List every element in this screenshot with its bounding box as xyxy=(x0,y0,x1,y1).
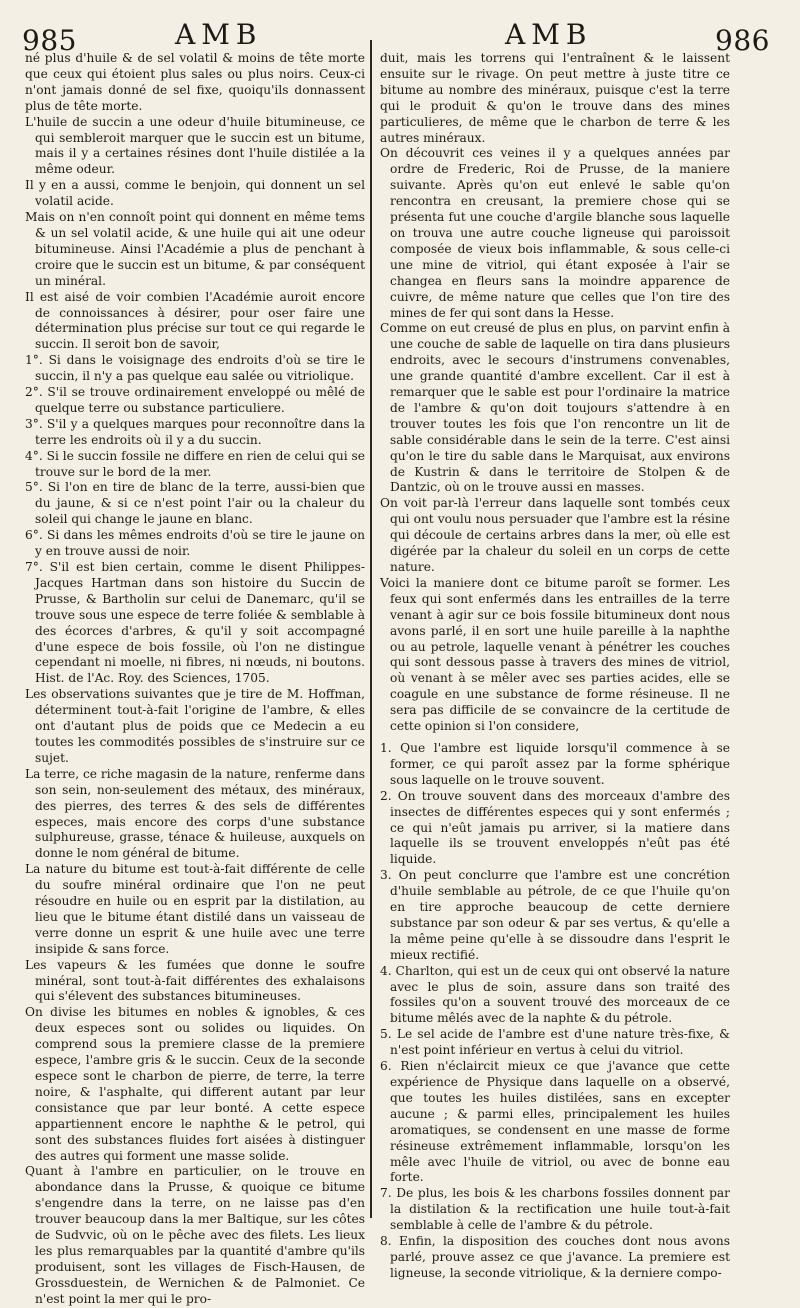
numbered-item: 8. Enfin, la disposition des couches dont nous avons parlé, prouve assez ce que j'avance. La premiere est ligneuse, la seconde vitriolique, & la derniere compo- xyxy=(380,1234,730,1280)
paragraph: L'huile de succin a une odeur d'huile bitumineuse, ce qui sembleroit marquer que le succin est un bitume, mais il y a certaines résines dont l'huile distilée a la même odeur. xyxy=(25,114,365,177)
paragraph: Il y en a aussi, comme le benjoin, qui donnent un sel volatil acide. xyxy=(25,178,365,209)
numbered-item: 4. Charlton, qui est un de ceux qui ont observé la nature avec le plus de soin, assure dans son traité des fossiles qu'on a souvent trouvé des morceaux de ce bitume mêlés avec de la naphte & du pétrole. xyxy=(380,963,730,1026)
paragraph: La nature du bitume est tout-à-fait différente de celle du soufre minéral ordinaire que l'on ne peut résoudre en huile ou en esprit par la distilation, au lieu que le bitume étant distilé dans un vaisseau de verre donne un esprit & une huile avec une terre insipide & sans force. xyxy=(25,862,365,956)
numbered-item: 5°. Si l'on en tire de blanc de la terre, aussi-bien que du jaune, & si ce n'est point l'air ou la chaleur du soleil qui change le jaune en blanc. xyxy=(25,480,365,527)
paragraph: On divise les bitumes en nobles & ignobles, & ces deux especes sont ou solides ou liquides. On comprend sous la premiere classe de la premiere espece, l'ambre gris & le succin. Ceux de la seconde espece sont le charbon de pierre, de terre, la terre noire, & l'asphalte, qui different autant par leur consistance que par leur bonté. A cette espece appartiennent encore le naphthe & le petrol, qui sont des substances fluides fort aisées à distinguer des autres qui forment une masse solide. xyxy=(25,1005,365,1163)
paragraph: Voici la maniere dont ce bitume paroît se former. Les feux qui sont enfermés dans les entrailles de la terre venant à agir sur ce bois fossile bitumineux dont nous avons parlé, il en sort une huile pareille à la naphthe ou au petrole, laquelle venant à pénétrer les couches qui sont dessous passe à travers des mines de vitriol, où venant à se mêler avec ses parties acides, elle se coagule en une substance de forme résineuse. Il ne sera pas difficile de se convaincre de la certitude de cette opinion si l'on considere, xyxy=(380,575,730,734)
numbered-item: 1°. Si dans le voisignage des endroits d'où se tire le succin, il n'y a pas quelque eau salée ou vitriolique. xyxy=(25,353,365,384)
numbered-item: 3°. S'il y a quelques marques pour reconnoître dans la terre les endroits où il y a du succin. xyxy=(25,416,365,447)
column-divider xyxy=(370,40,372,1218)
numbered-item: 6°. Si dans les mêmes endroits d'où se tire le jaune on y en trouve aussi de noir. xyxy=(25,528,365,559)
numbered-item: 3. On peut conclurre que l'ambre est une concrétion d'huile semblable au pétrole, de ce que l'huile qu'on en tire approche beaucoup de cette derniere substance par son odeur & par ses vertus, & qu'elle a la même peine qu'elle à se dissoudre dans l'esprit le mieux rectifié. xyxy=(380,868,730,962)
right-running-head: AMB xyxy=(505,18,593,51)
paragraph: Les vapeurs & les fumées que donne le soufre minéral, sont tout-à-fait différentes des exhalaisons qui s'élevent des substances bitumineuses. xyxy=(25,957,365,1004)
left-column xyxy=(25,51,365,1308)
paragraph: Il est aisé de voir combien l'Académie auroit encore de connoissances à désirer, pour oser faire une détermination plus précise sur tout ce qui regarde le succin. Il seroit bon de savoir, xyxy=(25,289,365,352)
numbered-item: 4°. Si le succin fossile ne differe en rien de celui qui se trouve sur le bord de la mer. xyxy=(25,448,365,479)
paragraph: Mais on n'en connoît point qui donnent en même tems & un sel volatil acide, & une huile qui ait une odeur bitumineuse. Ainsi l'Académie a plus de penchant à croire que le succin est un bitume, & par conséquent un minéral. xyxy=(25,210,365,288)
numbered-item: 1. Que l'ambre est liquide lorsqu'il commence à se former, ce qui paroît assez par la forme sphérique sous laquelle on le trouve souvent. xyxy=(380,740,730,787)
paragraph: Les observations suivantes que je tire de M. Hoffman, déterminent tout-à-fait l'origine de l'ambre, & elles ont d'autant plus de poids que ce Medecin a eu toutes les commodités possibles de s'instruire sur ce sujet. xyxy=(25,687,365,765)
numbered-item: 7. De plus, les bois & les charbons fossiles donnent par la distilation & la rectification une huile tout-à-fait semblable à celle de l'ambre & du pétrole. xyxy=(380,1186,730,1233)
numbered-item: 7°. S'il est bien certain, comme le disent Philippes-Jacques Hartman dans son histoire du Succin de Prusse, & Bartholin sur celui de Danemarc, qu'il se trouve sous une espece de terre foliée & semblable à des écorces d'arbres, & qu'il y soit accompagné d'une espece de bois fossile, où l'on ne distingue cependant ni moelle, ni fibres, ni nœuds, ni boutons. Hist. de l'Ac. Roy. des Sciences, 1705. xyxy=(25,560,365,686)
right-column xyxy=(380,51,730,1282)
running-header xyxy=(0,12,800,57)
right-page-number: 986 xyxy=(715,24,770,57)
paragraph: Quant à l'ambre en particulier, on le trouve en abondance dans la Prusse, & quoique ce bitume s'engendre dans la terre, on ne laisse pas d'en trouver beaucoup dans la mer Baltique, sur les côtes de Sudvvic, où on le pêche avec des filets. Les lieux les plus remarquables par la quantité d'ambre qu'ils produisent, sont les villages de Fisch-Hausen, de Grossduestein, de Wernichen & de Palmoniet. Ce n'est point la mer qui le pro- xyxy=(25,1164,365,1306)
left-page-number: 985 xyxy=(22,24,77,57)
paragraph: né plus d'huile & de sel volatil & moins de tête morte que ceux qui étoient plus sales ou plus noirs. Ceux-ci n'ont jamais donné de sel fixe, quoiqu'ils donnassent plus de tête morte. xyxy=(25,51,365,113)
paragraph: Comme on eut creusé de plus en plus, on parvint enfin à une couche de sable de laquelle on tira dans plusieurs endroits, avec le secours d'instrumens convenables, une grande quantité d'ambre excellent. Car il est à remarquer que le sable est pour l'ordinaire la matrice de l'ambre & qu'on doit toujours s'attendre à en trouver toutes les fois que l'on rencontre un lit de sable considérable dans le sein de la terre. C'est ainsi qu'on le tire du sable dans le Marquisat, aux environs de Kustrin & dans le territoire de Stolpen & de Dantzic, où on le trouve aussi en masses. xyxy=(380,321,730,495)
paragraph: On voit par-là l'erreur dans laquelle sont tombés ceux qui ont voulu nous persuader que l'ambre est la résine qui découle de certains arbres dans la mer, où elle est digérée par la chaleur du soleil en un corps de cette nature. xyxy=(380,496,730,574)
numbered-item: 6. Rien n'éclaircit mieux ce que j'avance que cette expérience de Physique dans laquelle on a observé, que toutes les huiles distilées, sans en excepter aucune ; & parmi elles, principalement les huiles aromatiques, se condensent en une masse de forme résineuse extrêmement inflammable, lorsqu'on les mêle avec l'huile de vitriol, ou avec de bonne eau forte. xyxy=(380,1059,730,1185)
left-running-head: AMB xyxy=(175,18,263,51)
numbered-item: 2°. S'il se trouve ordinairement enveloppé ou mêlé de quelque terre ou substance particuliere. xyxy=(25,385,365,415)
paragraph: duit, mais les torrens qui l'entraînent & le laissent ensuite sur le rivage. On peut mettre à juste titre ce bitume au nombre des minéraux, puisque c'est la terre qui le produit & qu'on le trouve dans des mines particulieres, de même que le charbon de terre & les autres minéraux. xyxy=(380,51,730,145)
paragraph: La terre, ce riche magasin de la nature, renferme dans son sein, non-seulement des métaux, des minéraux, des pierres, des terres & des sels de différentes especes, mais encore des corps d'une substance sulphureuse, grasse, ténace & huileuse, auxquels on donne le nom général de bitume. xyxy=(25,766,365,861)
numbered-item: 5. Le sel acide de l'ambre est d'une nature très-fixe, & n'est point inférieur en vertus à celui du vitriol. xyxy=(380,1027,730,1058)
numbered-item: 2. On trouve souvent dans des morceaux d'ambre des insectes de différentes especes qui y sont enfermés ; ce qui n'eût jamais pu arriver, si la matiere dans laquelle ils se trouvent enveloppés n'eût pas été liquide. xyxy=(380,788,730,867)
paragraph: On découvrit ces veines il y a quelques années par ordre de Frederic, Roi de Prusse, de la maniere suivante. Après qu'on eut enlevé le sable qu'on rencontra en creusant, la premiere chose qui se présenta fut une couche d'argile blanche sous laquelle on trouva une autre couche ligneuse qui paroissoit composée de vieux bois inflammable, & sous celle-ci une mine de vitriol, qui étant exposée à l'air se changea en fleurs sans la moindre apparence de cuivre, de même nature que celles que l'on tire des mines de fer qui sont dans la Hesse. xyxy=(380,146,730,320)
